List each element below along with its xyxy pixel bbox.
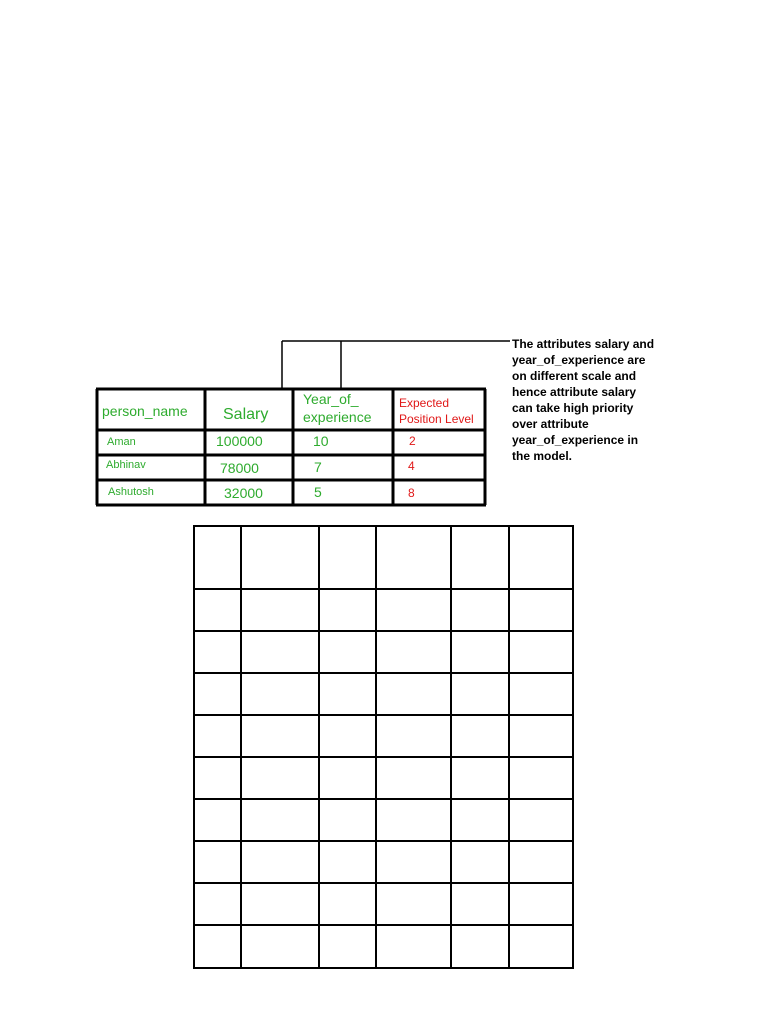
note-line: hence attribute salary [512, 385, 637, 399]
empty-grid [194, 526, 573, 968]
header-person-name: person_name [102, 403, 188, 419]
header-salary: Salary [223, 406, 269, 423]
note-line: can take high priority [512, 401, 634, 415]
bracket-connector [282, 341, 510, 389]
cell-level: 2 [409, 434, 416, 448]
cell-name: Ashutosh [108, 486, 154, 498]
note-line: over attribute [512, 417, 589, 431]
header-year-line1: Year_of_ [303, 391, 359, 407]
note-line: year_of_experience are [512, 353, 646, 367]
header-expected-line1: Expected [399, 396, 450, 410]
annotation-note [512, 337, 654, 463]
note-line: The attributes salary and [512, 337, 655, 351]
note-line: on different scale and [512, 369, 637, 383]
grid-outer-border [194, 526, 573, 968]
cell-years: 5 [314, 484, 322, 500]
note-line: the model. [512, 449, 573, 463]
cell-salary: 100000 [216, 433, 263, 449]
note-line: year_of_experience in [512, 433, 639, 447]
header-year-line2: experience [303, 409, 372, 425]
cell-level: 4 [408, 459, 415, 473]
cell-years: 10 [313, 433, 329, 449]
cell-years: 7 [314, 459, 322, 475]
cell-level: 8 [408, 486, 415, 500]
header-expected-line2: Position Level [399, 412, 474, 426]
data-table [96, 389, 486, 505]
cell-name: Aman [107, 436, 136, 448]
cell-salary: 78000 [220, 460, 259, 476]
cell-salary: 32000 [224, 485, 263, 501]
cell-name: Abhinav [106, 459, 146, 471]
